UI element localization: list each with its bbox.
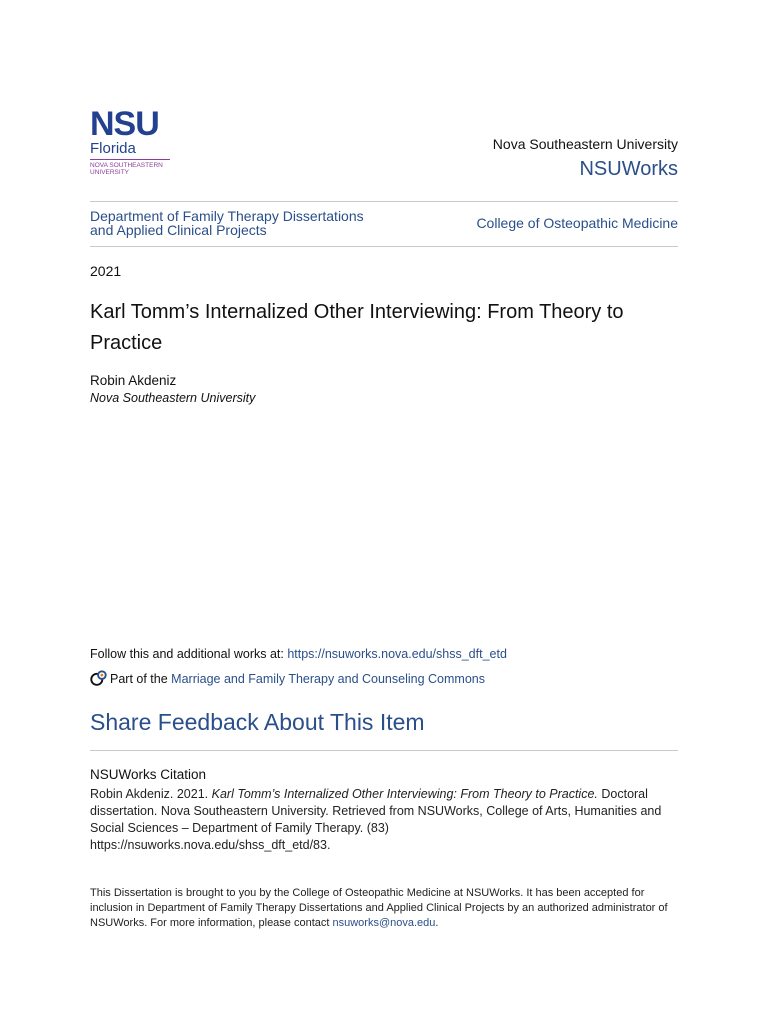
follow-prefix: Follow this and additional works at: bbox=[90, 647, 288, 661]
divider-share bbox=[90, 750, 678, 751]
citation-url: https://nsuworks.nova.edu/shss_dft_etd/83. bbox=[90, 838, 331, 852]
collection-line-1: Department of Family Therapy Dissertations bbox=[90, 208, 364, 224]
item-title: Karl Tomm’s Internalized Other Interviewing: From Theory to Practice bbox=[90, 301, 624, 354]
collection-link[interactable] bbox=[90, 209, 390, 237]
follow-line bbox=[90, 647, 507, 661]
share-feedback-link[interactable]: Share Feedback About This Item bbox=[90, 709, 425, 735]
nsu-florida-logo[interactable] bbox=[90, 105, 174, 176]
part-of-line bbox=[90, 670, 485, 687]
logo-wordmark: NSU bbox=[90, 105, 159, 143]
citation-suffix: Doctoral dissertation. Nova Southeastern University. Retrieved from NSUWorks, College of Arts, Humanities and Social Sciences – Department of Family Therapy. (83) bbox=[90, 787, 662, 835]
logo-subtitle-1: NOVA SOUTHEASTERN bbox=[90, 162, 163, 169]
contact-email-link[interactable]: nsuworks@nova.edu bbox=[332, 917, 436, 929]
part-of-prefix: Part of the bbox=[110, 671, 168, 686]
logo-subtitle-2: UNIVERSITY bbox=[90, 169, 130, 176]
logo-state: Florida bbox=[90, 140, 136, 157]
logo-divider bbox=[90, 159, 170, 160]
citation-heading: NSUWorks Citation bbox=[90, 767, 207, 782]
divider-top bbox=[90, 201, 678, 202]
follow-url-link[interactable]: https://nsuworks.nova.edu/shss_dft_etd bbox=[287, 647, 507, 661]
author-name: Robin Akdeniz bbox=[90, 373, 177, 388]
divider-collection bbox=[90, 246, 678, 247]
collection-line-2: and Applied Clinical Projects bbox=[90, 222, 267, 238]
footer-notice bbox=[90, 886, 680, 931]
citation-prefix: Robin Akdeniz. 2021. bbox=[90, 787, 212, 801]
commons-link[interactable]: Marriage and Family Therapy and Counseling Commons bbox=[171, 671, 485, 686]
footer-end: . bbox=[435, 917, 439, 929]
citation-text bbox=[90, 786, 680, 854]
college-link[interactable]: College of Osteopathic Medicine bbox=[476, 215, 678, 231]
citation-title: Karl Tomm’s Internalized Other Interviewing: From Theory to Practice. bbox=[211, 787, 598, 801]
university-name: Nova Southeastern University bbox=[492, 136, 678, 152]
creative-commons-icon bbox=[90, 670, 107, 687]
publication-year: 2021 bbox=[90, 263, 122, 279]
author-affiliation: Nova Southeastern University bbox=[90, 391, 256, 405]
footer-text: This Dissertation is brought to you by the College of Osteopathic Medicine at NSUWorks. It has been accepted for inclusion in Department of Family Therapy Dissertations and Applied Clinical Projects by an authorized administrator of NSUWorks. For more information, please contact bbox=[90, 887, 668, 929]
nsuworks-link[interactable]: NSUWorks bbox=[579, 158, 678, 180]
